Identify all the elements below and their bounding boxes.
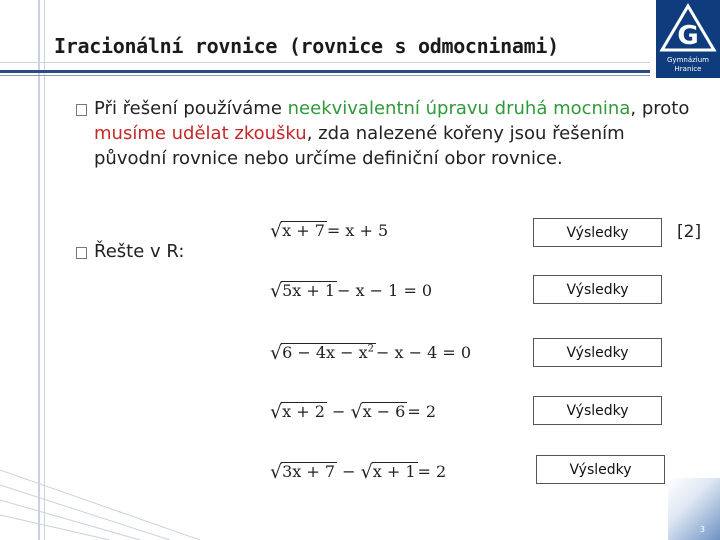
frame-line-top [0, 62, 650, 63]
eq3-rest: − x − 4 = 0 [376, 343, 472, 362]
logo-emblem-icon [656, 2, 720, 54]
logo-line1: Gymnázium [667, 56, 709, 64]
eq4-rest: = 2 [407, 402, 437, 421]
bottom-decoration [0, 450, 200, 540]
equation-2: √ 5x + 1 − x − 1 = 0 [270, 280, 433, 302]
school-logo [656, 0, 720, 78]
title-underline [0, 70, 650, 73]
para-text-2: , proto [630, 98, 690, 119]
eq4-minus: − [326, 402, 351, 421]
reference-marker: [2] [677, 222, 702, 242]
eq4-radicand-2: x − 6 [362, 402, 406, 421]
results-button-1[interactable]: Výsledky [533, 218, 662, 247]
para-text-3: , zda nalezené kořeny jsou řešením původní rovnice nebo určíme definiční obor rovnice. [94, 123, 625, 169]
eq5-minus: − [337, 462, 361, 481]
page-title: Iracionální rovnice (rovnice s odmocninami) [54, 34, 559, 58]
para-highlight-red: musíme udělat zkoušku [94, 123, 307, 144]
results-button-4[interactable]: Výsledky [533, 396, 662, 425]
eq2-rest: − x − 1 = 0 [337, 281, 433, 300]
equation-4: √ x + 2 − √ x − 6 = 2 [270, 401, 437, 423]
corner-decoration [668, 478, 720, 540]
logo-letter: G [677, 21, 699, 51]
para-text-1: Při řešení používáme [94, 98, 288, 119]
equation-1: √ x + 7 = x + 5 [270, 220, 389, 242]
results-button-5[interactable]: Výsledky [536, 455, 665, 484]
eq1-radicand: x + 7 [282, 221, 325, 240]
intro-paragraph [94, 96, 694, 171]
equation-5: √ 3x + 7 − √ x + 1 = 2 [270, 461, 447, 483]
eq5-radicand-2: x + 1 [372, 462, 416, 481]
page-number: 3 [699, 525, 705, 534]
title-underline-thin [0, 75, 650, 76]
bullet-icon [76, 104, 87, 116]
task-label: Řešte v R: [94, 241, 185, 262]
eq1-rest: = x + 5 [326, 221, 389, 240]
equation-3: √ $6 - 4x - x^2$ − x − 4 = 0 [270, 342, 472, 364]
eq5-radicand-1: 3x + 7 [282, 462, 336, 481]
logo-line2: Hranice [674, 65, 702, 73]
eq3-radicand: 6 − 4x − x [282, 343, 368, 362]
bullet-icon [76, 247, 87, 259]
results-button-2[interactable]: Výsledky [533, 275, 662, 304]
eq2-radicand: 5x + 1 [282, 281, 336, 300]
eq3-exponent: 2 [367, 343, 375, 355]
para-highlight-green: neekvivalentní úpravu druhá mocnina [287, 98, 631, 119]
eq5-rest: = 2 [417, 462, 447, 481]
results-button-3[interactable]: Výsledky [533, 338, 662, 367]
eq4-radicand-1: x + 2 [282, 402, 325, 421]
